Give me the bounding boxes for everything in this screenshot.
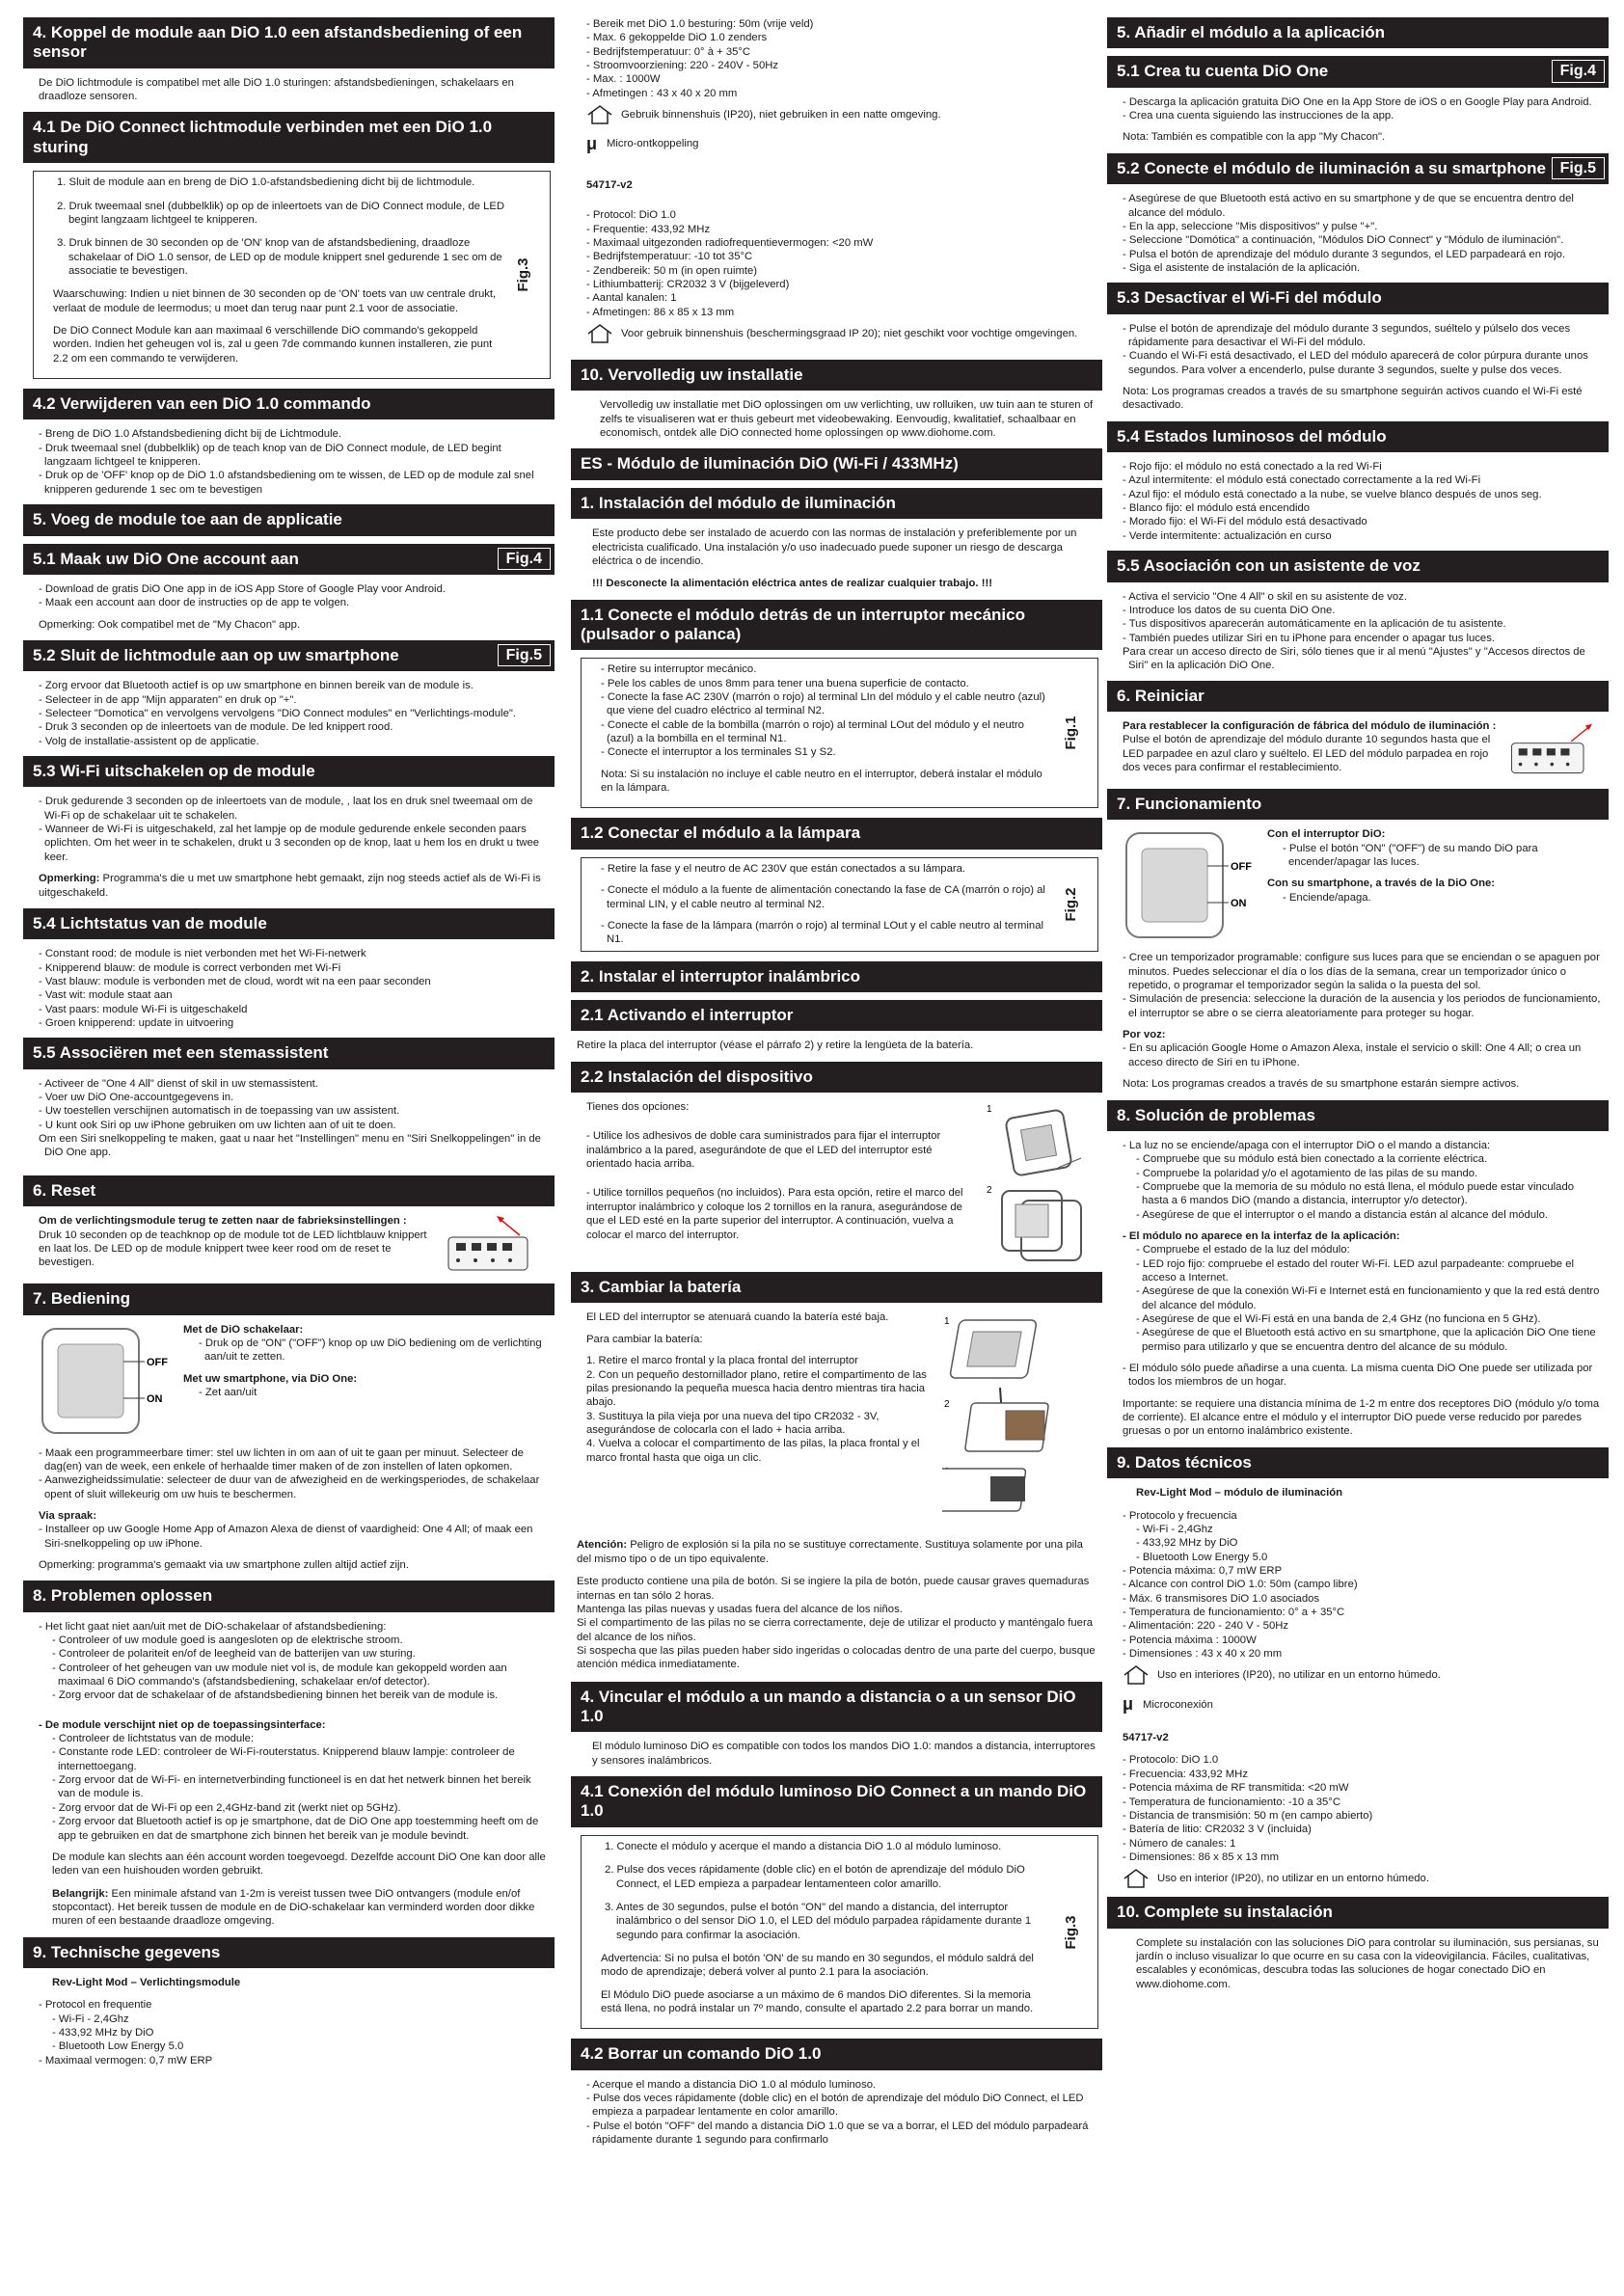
list-item: - Zorg ervoor dat Bluetooth actief is op uw smartphone en binnen bereik van de module is. [39,680,474,692]
battery-text: El LED del interruptor se atenuará cuando la batería esté baja. [586,1311,889,1324]
reset-block [39,1214,549,1276]
step: 2. Druk tweemaal snel (dubbelklik) op op de inleertoets van de DiO Connect module, de LED begint langzaam lichtgeel te knipperen. [57,200,505,226]
list-item: - Knipperend blauw: de module is correct verbonden met Wi-Fi [39,961,341,974]
list-item: - Asegúrese de que el Wi-Fi está en una banda de 2,4 GHz (no funciona en 5 GHz). [1136,1313,1541,1326]
list-item: - Activa el servicio "One 4 All" o skil en su asistente de voz. [1123,590,1407,603]
switch-text: - Pulse el botón "ON" ("OFF") de su mando DiO para encender/apagar las luces. [1283,842,1538,869]
heading-es-9: 9. Datos técnicos [1107,1447,1609,1478]
heading-es-2-1: 2.1 Activando el interruptor [571,1000,1102,1031]
spec-item: - Stroomvoorziening: 220 - 240V - 50Hz [586,60,779,72]
micro-text: Micro-ontkoppeling [607,138,699,150]
list-item: - Máx. 6 transmisores DiO 1.0 asociados [1123,1592,1320,1605]
list-item: - Compruebe la polaridad y/o el agotamiento de las pilas de su mando. [1136,1167,1478,1179]
column-dutch-left [23,17,555,2283]
note-text: Opmerking: programma's gemaakt via uw smartphone zullen altijd actief zijn. [39,1558,409,1571]
option-1: - Utilice los adhesivos de doble cara suministrados para fijar el interruptor inalámbrico a la pared, asegurándote de que el LED del interruptor esté orientado hacia arriba. [586,1130,941,1171]
max-text: De DiO Connect Module kan aan maximaal 6 verschillende DiO commando's gekoppeld worden. Indien het geheugen vol is, zal u geen 7de commando kunnen installeren, zie punt 2.2 om een commando te verwijderen. [53,325,493,365]
heading-nl-6: 6. Reset [23,1175,555,1206]
model-number: 54717-v2 [586,178,633,191]
list-item: - Compruebe que su módulo está bien conectado a la corriente eléctrica. [1136,1153,1488,1166]
heading-es-4-2: 4.2 Borrar un comando DiO 1.0 [571,2039,1102,2069]
box-es-1-2 [581,857,1098,952]
warning-text: Advertencia: Si no pulsa el botón 'ON' de su mando en 30 segundos, el módulo saldrá del modo de aprendizaje; deberá volver al punto 2.1 para la asociación. [601,1952,1034,1979]
list-item: - Bluetooth Low Energy 5.0 [52,2040,184,2053]
phone-item: - Maak een programmeerbare timer: stel uw lichten in om aan of uit te gaan per minuut. Selecteer de dag(en) van de week, een enkele of herhaalde timer maken of de zon instellen of laten opkomen. [39,1446,524,1472]
spec-item: - Zendbereik: 50 m (in open ruimte) [586,264,758,277]
battery-step: 1. Retire el marco frontal y la placa frontal del interruptor [586,1355,858,1367]
list-item: - También puedes utilizar Siri en tu iPhone para encender o apagar tus luces. [1123,632,1496,644]
list-item: - Retire su interruptor mecánico. [601,663,757,676]
list-item: - Asegúrese de que el interruptor o el mando a distancia están al alcance del módulo. [1136,1208,1549,1221]
phone-item: - Zet aan/uit [199,1386,257,1398]
battery-step: 3. Sustituya la pila vieja por una nueva del tipo CR2032 - 3V, asegurándose de colocarla con el lado + hacia arriba. [586,1410,880,1436]
list-item: - Zorg ervoor dat de schakelaar of de afstandsbediening binnen het bereik van de module is. [52,1689,499,1702]
list-item: - Potencia máxima : 1000W [1123,1634,1257,1646]
heading-nl-5-5: 5.5 Associëren met een stemassistent [23,1038,555,1068]
list-item: - Druk gedurende 3 seconden op de inleertoets van de module, , laat los en druk snel tweemaal om de Wi-Fi op de schakelaar uit te schakelen. [39,796,533,822]
house-outline-icon [586,323,613,344]
fig-label: Fig.4 [1552,60,1605,82]
list-item: - Controleer of uw module goed is aangesloten op de elektrische stroom. [52,1634,403,1647]
list-item: - Descarga la aplicación gratuita DiO One en la App Store de iOS o en Google Play para Android. [1123,95,1592,108]
list-item: - Azul fijo: el módulo está conectado a la nube, se vuelve blanco después de unos seg. [1123,488,1542,500]
fig-label: Fig.4 [498,548,551,570]
list-item: - Cuando el Wi-Fi está desactivado, el LED del módulo aparecerá de color púrpura durante unos segundos. Para volver a encenderlo, pulse durante 3 segundos, suelte y pulse dos veces. [1123,350,1588,376]
list-item: - Het licht gaat niet aan/uit met de DiO-schakelaar of afstandsbediening: [39,1620,387,1633]
off-label: OFF [147,1356,168,1368]
list-item: - Potencia máxima: 0,7 mW ERP [1123,1564,1283,1577]
spec-item: - Max. 6 gekoppelde DiO 1.0 zenders [586,32,768,44]
link-text: El módulo luminoso DiO es compatible con todos los mandos DiO 1.0: mandos a distancia, interruptores y sensores inalámbricos. [592,1741,1096,1767]
heading-nl-9: 9. Technische gegevens [23,1937,555,1968]
list-item: - Controleer of het geheugen van uw module niet vol is, de module kan gekoppeld worden aan maximaal 6 DiO commando's (afstandsbediening, schakelaar en/of detector). [52,1661,507,1688]
list-item: Para crear un acceso directo de Siri, sólo tienes que ir al menú "Ajustes" y "Accesos directos de Siri" en la aplicación DiO One. [1123,645,1585,672]
list-item: - Blanco fijo: el módulo está encendido [1123,502,1311,515]
list-item: - Alcance con control DiO 1.0: 50m (campo libre) [1123,1579,1358,1591]
heading-es-7: 7. Funcionamiento [1107,789,1609,820]
spec-item: - Protocol: DiO 1.0 [586,209,676,222]
mount-block [586,1100,1096,1264]
fig-label: Fig.5 [1552,157,1605,179]
activate-text: Retire la placa del interruptor (véase el párrafo 2) y retire la lengüeta de la batería. [577,1040,974,1052]
list-item: - Pulsa el botón de aprendizaje del módulo durante 3 segundos, el LED parpadeará en rojo. [1123,248,1566,260]
account-text: De module kan slechts aan één account worden toegevoegd. Dezelfde account DiO One kan door alle leden van een huishouden worden gebruikt. [52,1850,546,1877]
heading-es-1: 1. Instalación del módulo de iluminación [571,488,1102,519]
step-number: 2 [987,1185,992,1197]
list-item: - Conecte el cable de la bombilla (marrón o rojo) al terminal LOut del módulo y el neutro (azul) a la bombilla en el terminal N1. [601,718,1024,745]
heading-nl-4: 4. Koppel de module aan DiO 1.0 een afstandsbediening of een sensor [23,17,555,68]
list-item: - Tus dispositivos aparecerán automáticamente en la aplicación de tu asistente. [1123,618,1506,631]
list-item: - Activeer de "One 4 All" dienst of skil in uw stemassistent. [39,1077,318,1090]
micro-text: Microconexión [1143,1698,1213,1711]
module-reset-icon [443,1214,549,1276]
micro-row [586,133,1096,155]
battery-step: 2. Con un pequeño destornillador plano, retire el compartimento de las pilas presionando la pequeña muesca hacia dentro mientras tira hacia abajo. [586,1368,927,1409]
list-item: - Constante rode LED: controleer de Wi-Fi-routerstatus. Knipperend blauw lampje: controleer de internettoegang. [52,1746,515,1772]
fig-label: Fig.2 [1062,887,1079,922]
heading-nl-7: 7. Bediening [23,1283,555,1314]
heading-es-6: 6. Reiniciar [1107,681,1609,712]
indoor-text: Voor gebruik binnenshuis (beschermingsgraad IP 20); niet geschikt voor vochtige omgevingen. [621,327,1078,339]
complete-text: Vervolledig uw installatie met DiO oplossingen om uw verlichting, uw rolluiken, uw tuin aan te sturen of zelfs te visualiseren wat er thuis gebeurt met videobewaking. Eenvoudig, kwalitatief, schaalbaar en economisch, ontdek alle DiO connected home oplossingen op www.diohome.com. [600,399,1094,440]
list-item: - Zorg ervoor dat de Wi-Fi- en internetverbinding functioneel is en dat het netwerk binnen het bereik van de module is. [52,1774,531,1800]
note-text: Opmerking: Ook compatibel met de "My Chacon" app. [39,618,301,631]
list-item: - Asegúrese de que el Bluetooth está activo en su smartphone, que la aplicación DiO One tiene permiso para utilizarlo y que se encuentra dentro del alcance de su módulo. [1136,1327,1596,1353]
heading-es-2-2: 2.2 Instalación del dispositivo [571,1062,1102,1093]
step: 1. Sluit de module aan en breng de DiO 1.0-afstandsbediening dicht bij de lichtmodule. [57,176,475,189]
list-item: - Volg de installatie-assistent op de applicatie. [39,735,259,747]
indoor-text: Uso en interiores (IP20), no utilizar en un entorno húmedo. [1157,1669,1441,1682]
list-item: - Druk op de 'OFF' knop op de DiO 1.0 afstandsbediening om te wissen, de LED op de module zal snel knipperen gedurende 1 sec om te bevestigen [39,470,534,496]
list-item: - Vast blauw: module is verbonden met de cloud, wordt wit na een paar seconden [39,975,431,987]
battery-change-illustration [942,1310,1096,1523]
install-warning: !!! Desconecte la alimentación eléctrica antes de realizar cualquier trabajo. !!! [592,578,992,590]
list-item: - Voer uw DiO One-accountgegevens in. [39,1092,234,1104]
note-text: Nota: Los programas creados a través de su smartphone seguirán activos cuando el Wi-Fi esté desactivado. [1123,386,1583,412]
list-item: - 433,92 MHz by DiO [52,2026,154,2039]
attention-text: Atención: Peligro de explosión si la pila no se sustituye correctamente. Sustituya solamente por una pila del mismo tipo o de un tipo equivalente. [577,1539,1083,1565]
on-label: ON [1231,898,1247,910]
list-item: - Compruebe el estado de la luz del módulo: [1136,1244,1350,1256]
heading-nl-8: 8. Problemen oplossen [23,1580,555,1611]
heading-es-5-4: 5.4 Estados luminosos del módulo [1107,421,1609,452]
list-item: - Controleer de polariteit en/of de leegheid van de batterijen van uw sturing. [52,1648,416,1661]
list-item: - Constant rood: de module is niet verbonden met het Wi-Fi-netwerk [39,948,366,960]
list-item: - Conecte el módulo a la fuente de alimentación conectando la fase de CA (marrón o rojo) al terminal LIN, y el cable neutro al terminal N2. [601,884,1045,910]
heading-nl-10: 10. Vervolledig uw installatie [571,360,1102,391]
step: 2. Pulse dos veces rápidamente (doble clic) en el botón de aprendizaje del módulo DiO Connect, el LED empieza a parpadear lentamenteen color amarillo. [605,1864,1025,1890]
list-item: - Zorg ervoor dat de Wi-Fi op een 2,4GHz-band zit (werkt niet op 5GHz). [52,1801,401,1814]
mu-symbol-icon: μ [1123,1694,1134,1715]
spec-item: - Bereik met DiO 1.0 besturing: 50m (vrije veld) [586,18,814,30]
list-item: - Download de gratis DiO One app in de iOS App Store of Google Play voor Android. [39,582,446,595]
indoor-row [586,104,1096,125]
list-item: - Seleccione "Domótica" a continuación, "Módulos DiO Connect" y "Módulo de iluminación". [1123,234,1564,247]
step-number: 2 [944,1399,950,1411]
model-number: 54717-v2 [1123,1732,1169,1744]
list-item: - Morado fijo: el Wi-Fi del módulo está desactivado [1123,516,1367,528]
max-text: El Módulo DiO puede asociarse a un máximo de 6 mandos DiO diferentes. Si la memoria está llena, no podrá instalar un 7º mando, consulte el apartado 2.2 para borrar un mando. [601,1988,1034,2014]
install-text: Este producto debe ser instalado de acuerdo con las normas de instalación y preferiblemente por un electricista cualificado. Una instalación y/o uso inadecuado puede suponer un riesgo de descarga eléctrica o de incendio. [592,527,1077,567]
list-item: - Druk 3 seconden op de inleertoets van de module. De led knippert rood. [39,721,393,734]
list-item: - Wi-Fi - 2,4Ghz [52,2012,129,2025]
heading-es-1-1: 1.1 Conecte el módulo detrás de un interruptor mecánico (pulsador o palanca) [571,600,1102,651]
heading-es-5-2: 5.2 Conecte el módulo de iluminación a su smartphone Fig.5 [1107,153,1609,184]
reset-bold: Para restablecer la configuración de fábrica del módulo de iluminación : [1123,720,1497,733]
spec-item: - Batería de litio: CR2032 3 V (incluida) [1123,1823,1312,1836]
battery-text: Para cambiar la batería: [586,1333,703,1345]
heading-nl-5-2: 5.2 Sluit de lichtmodule aan op uw smartphone Fig.5 [23,640,555,671]
spec-item: - Bedrijfstemperatuur: -10 tot 35°C [586,251,753,263]
heading-es-8: 8. Solución de problemas [1107,1100,1609,1131]
list-item: - Wi-Fi - 2,4Ghz [1136,1523,1213,1535]
heading-nl-5: 5. Voeg de module toe aan de applicatie [23,504,555,535]
list-item: - La luz no se enciende/apaga con el interruptor DiO o el mando a distancia: [1123,1139,1491,1151]
list-item: - Temperatura de funcionamiento: 0° a + 35°C [1123,1606,1345,1618]
note-text: Opmerking: Programma's die u met uw smartphone hebt gemaakt, zijn nog steeds actief als de Wi-Fi is uitgeschakeld. [39,873,541,899]
indoor-row [1123,1664,1603,1686]
list-item: - Pulse el botón "OFF" del mando a distancia DiO 1.0 que se va a borrar, el LED del módulo parpadeará rápidamente durante 1 segundo para confirmarlo [586,2120,1089,2147]
fig-label: Fig.1 [1062,716,1079,750]
list-item: - Protocolo y frecuencia [1123,1509,1237,1522]
battery-warning: Mantenga las pilas nuevas y usadas fuera del alcance de los niños. [577,1603,903,1615]
house-outline-icon [1123,1664,1150,1686]
indoor-row [1123,1868,1603,1889]
spec-item: - Aantal kanalen: 1 [586,292,677,305]
list-item: - Dimensiones : 43 x 40 x 20 mm [1123,1647,1283,1660]
list-item: - Siga el asistente de instalación de la aplicación. [1123,261,1361,274]
fig-label: Fig.3 [1062,1915,1079,1950]
list-item: - Uw toestellen verschijnen automatisch in de toepassing van uw assistent. [39,1105,400,1118]
list-title: - De module verschijnt niet op de toepassingsinterface: [39,1718,326,1731]
spec-item: - Frequentie: 433,92 MHz [586,223,711,235]
switch-title: Con el interruptor DiO: [1267,828,1386,841]
heading-es-4: 4. Vincular el módulo a un mando a distancia o a un sensor DiO 1.0 [571,1682,1102,1733]
list-item: - Maximaal vermogen: 0,7 mW ERP [39,2054,213,2066]
list-item: - Selecteer "Domotica" en vervolgens vervolgens "DiO Connect modules" en "Verlichtings-module". [39,708,516,720]
important-text: Importante: se requiere una distancia mínima de 1-2 m entre dos receptores DiO (módulo y/o toma de corriente). El alcance entre el módulo y el interruptor DiO puede verse reducido por paredes gruesas o por un entorno inalámbrico existente. [1123,1397,1600,1438]
heading-es-5-3: 5.3 Desactivar el Wi-Fi del módulo [1107,283,1609,313]
list-item: - Rojo fijo: el módulo no está conectado a la red Wi-Fi [1123,461,1382,473]
phone-item: - Cree un temporizador programable: configure sus luces para que se enciendan o se apaguen por minutos. Puedes seleccionar el día o los días de la semana, crear un temporizador único o repetido, o programar el temporizador según la salida o la puesta del sol. [1123,952,1600,992]
indoor-text: Uso en interior (IP20), no utilizar en un entorno húmedo. [1157,1873,1429,1885]
voice-text: - En su aplicación Google Home o Amazon Alexa, instale el servicio o skill: One 4 All; o crea un acceso directo de Siri en tu iPhone. [1123,1042,1582,1068]
reset-bold: Om de verlichtingsmodule terug te zetten naar de fabrieksinstellingen : [39,1215,407,1228]
voice-text: - Installeer op uw Google Home App of Amazon Alexa de dienst of vaardigheid: One 4 All; of maak een Siri-snelkoppeling op uw iPhone. [39,1524,533,1550]
battery-warning: Si sospecha que las pilas pueden haber sido ingeridas o colocadas dentro de una parte del cuerpo, busque atención médica inmediatamente. [577,1644,1096,1671]
battery-step: 4. Vuelva a colocar el compartimento de las pilas, la placa frontal y el marco frontal hasta que oiga un clic. [586,1438,920,1464]
option-2: - Utilice tornillos pequeños (no incluidos). Para esta opción, retire el marco del interruptor inalámbrico y coloque los 2 tornillos en la ranura, asegurándose de que el LED esté en la parte superior del interruptor. A continuación, vuelva a colocar el marco del interruptor. [586,1187,963,1241]
spec-item: - Número de canales: 1 [1123,1837,1236,1850]
heading-nl-5-4: 5.4 Lichtstatus van de module [23,908,555,939]
phone-title: Met uw smartphone, via DiO One: [183,1372,358,1385]
heading-es-2: 2. Instalar el interruptor inalámbrico [571,961,1102,992]
list-item: - Maak een account aan door de instructies op de app te volgen. [39,597,350,609]
list-item: - Alimentación: 220 - 240 V - 50Hz [1123,1620,1289,1633]
heading-es-10: 10. Complete su instalación [1107,1897,1609,1928]
column-spanish-right [1107,17,1609,2283]
list-item: - Introduce los datos de su cuenta DiO One. [1123,604,1336,616]
battery-warning: Si el compartimento de las pilas no se cierra correctamente, deje de utilizar el producto y manténgalo fuera del alcance de los niños. [577,1617,1093,1643]
reset-block [1123,719,1603,781]
heading-es-5-5: 5.5 Asociación con un asistente de voz [1107,551,1609,581]
list-item: - Groen knipperend: update in uitvoering [39,1016,234,1029]
list-item: - En la app, seleccione "Mis dispositivos" y pulse "+". [1123,220,1378,232]
heading-es-5: 5. Añadir el módulo a la aplicación [1107,17,1609,48]
heading-nl-5-1: 5.1 Maak uw DiO One account aan Fig.4 [23,544,555,575]
phone-title: Con su smartphone, a través de la DiO One: [1267,878,1496,890]
tech-subtitle: Rev-Light Mod – Verlichtingsmodule [52,1976,241,1988]
list-item: - LED rojo fijo: compruebe el estado del router Wi-Fi. LED azul parpadeante: compruebe el acceso a Internet. [1136,1257,1574,1283]
list-item: - Compruebe que la memoria de su módulo no está llena, el módulo puede estar vinculado hasta a 6 mandos DiO (mando a distancia, interruptor y/o detector). [1136,1180,1575,1207]
list-item: - U kunt ook Siri op uw iPhone gebruiken om uw lichten aan of uit te doen. [39,1119,396,1131]
spec-item: - Maximaal uitgezonden radiofrequentievermogen: <20 mW [586,236,874,249]
module-reset-icon [1506,719,1603,781]
reset-text: Druk 10 seconden op de teachknop op de module tot de LED lichtblauw knippert en laat los. De LED op de module knippert twee keer rood om de reset te bevestigen. [39,1229,427,1269]
phone-item: - Enciende/apaga. [1283,891,1371,904]
list-item: - Selecteer in de app "Mijn apparaten" en druk op "+". [39,693,297,706]
mu-symbol-icon: μ [586,134,598,154]
fig-label: Fig.3 [514,257,531,292]
list-item: - Azul intermitente: el módulo está conectado correctamente a la red Wi-Fi [1123,474,1481,487]
voice-title: Via spraak: [39,1509,97,1522]
operation-block [39,1323,549,1439]
list-item: - 433,92 MHz by DiO [1136,1537,1238,1550]
spec-item: - Lithiumbatterij: CR2032 3 V (bijgeleverd) [586,278,790,290]
list-item: - Bluetooth Low Energy 5.0 [1136,1551,1268,1563]
box-es-1-1 [581,658,1098,808]
list-item: - Conecte el interruptor a los terminales S1 y S2. [601,746,836,759]
list-item: - Wanneer de Wi-Fi is uitgeschakeld, zal het lampje op de module gedurende enkele seconden paars oplichten. Om het weer in te schakelen, drukt u 3 seconden op de knop, laat u hem los en drukt u twee keer. [39,824,540,863]
step: 1. Conecte el módulo y acerque el mando a distancia DiO 1.0 al módulo luminoso. [605,1840,1002,1852]
warning-text: Waarschuwing: Indien u niet binnen de 30 seconden op de 'ON' toets van uw centrale drukt, verlaat de module de leermodus; u moet dan terug naar punt 2.1 voor de associatie. [53,288,497,314]
note-text: Nota: Si su instalación no incluye el cable neutro en el interruptor, deberá instalar el módulo en la lámpara. [601,768,1042,795]
heading-es-1-2: 1.2 Conectar el módulo a la lámpara [571,818,1102,849]
list-item: - Vast paars: module Wi-Fi is uitgeschakeld [39,1003,248,1015]
micro-row [1123,1693,1603,1715]
spec-item: - Bedrijfstemperatuur: 0° à + 35°C [586,45,751,58]
battery-block [586,1310,1096,1523]
wall-switch-icon [39,1323,174,1439]
list-item: - Asegúrese de que la conexión Wi-Fi e Internet está en funcionamiento y que la red está dentro del alcance del módulo. [1136,1285,1600,1311]
list-item: - Asegúrese de que Bluetooth está activo en su smartphone y de que se encuentra dentro del alcance del módulo. [1123,193,1574,219]
list-item: - Druk tweemaal snel (dubbelklik) op de teach knop van de DiO Connect module, de LED begint langzaam lichtgeel te knipperen. [39,442,501,469]
list-title: - El módulo no aparece en la interfaz de la aplicación: [1123,1229,1400,1242]
text-nl-4-intro: De DiO lichtmodule is compatibel met alle DiO 1.0 sturingen: afstandsbedieningen, schakelaars en draadloze sensoren. [39,76,514,103]
spec-item: - Dimensiones: 86 x 85 x 13 mm [1123,1850,1279,1863]
list-item: - Conecte la fase AC 230V (marrón o rojo) al terminal LIn del módulo y el cable neutro (azul) que viene del cuadro eléctrico al terminal N2. [601,691,1045,717]
spec-item: - Temperatura de funcionamiento: -10 a 35°C [1123,1796,1340,1808]
spec-item: - Max. : 1000W [586,73,661,86]
spec-item: - Potencia máxima de RF transmitida: <20 mW [1123,1782,1349,1795]
wall-switch-icon [1123,827,1258,943]
tech-subtitle: Rev-Light Mod – módulo de iluminación [1136,1487,1343,1499]
heading-es-3: 3. Cambiar la batería [571,1272,1102,1303]
list-item: Om een Siri snelkoppeling te maken, gaat u naar het "Instellingen" menu en "Siri Snelkoppelingen" in de DiO One app. [39,1133,541,1159]
step: 3. Druk binnen de 30 seconden op de 'ON' knop van de afstandsbediening, draadloze schakelaar of DiO 1.0 sensor, de LED op de module knippert snel gedurende 1 sec om de associatie te bevestigen. [57,237,502,277]
step-number: 1 [987,1104,992,1116]
list-item: - Vast wit: module staat aan [39,989,173,1002]
switch-title: Met de DiO schakelaar: [183,1323,304,1336]
heading-es-4-1: 4.1 Conexión del módulo luminoso DiO Connect a un mando DiO 1.0 [571,1776,1102,1827]
list-item: - Verde intermitente: actualización en curso [1123,529,1332,542]
box-es-4-1 [581,1835,1098,2029]
account-text: - El módulo sólo puede añadirse a una cuenta. La misma cuenta DiO One puede ser utilizada por todos los miembros de un hogar. [1123,1363,1593,1389]
important-text: Belangrijk: Een minimale afstand van 1-2m is vereist tussen twee DiO ontvangers (module en/of stopcontact). Het bereik tussen de module en de DiO-schakelaar kan verminderd worden door dikke muren of een bestaande draadloze omgeving. [52,1887,535,1928]
heading-es-5-1: 5.1 Crea tu cuenta DiO One Fig.4 [1107,56,1609,87]
list-item: - Breng de DiO 1.0 Afstandsbediening dicht bij de Lichtmodule. [39,428,341,441]
switch-mounting-illustration [981,1100,1096,1264]
column-middle [571,17,1102,2283]
heading-nl-5-3: 5.3 Wi-Fi uitschakelen op de module [23,756,555,787]
reset-text: Pulse el botón de aprendizaje del módulo durante 10 segundos hasta que el LED parpadee en azul claro y suéltelo. El LED del módulo parpadea en rojo dos veces para confirmar el restablecimiento. [1123,734,1491,774]
step: 3. Antes de 30 segundos, pulse el botón "ON" del mando a distancia, del interruptor inalámbrico o del sensor DiO 1.0, el LED del módulo parpadea rápidamente durante 1 segundo para confirmar la asociación. [605,1901,1032,1941]
note-text: Nota: Los programas creados a través de su smartphone estarán siempre activos. [1123,1078,1520,1091]
house-outline-icon [586,104,613,125]
spec-item: - Protocolo: DiO 1.0 [1123,1754,1219,1767]
list-item: - Pulse el botón de aprendizaje del módulo durante 3 segundos, suéltelo y púlselo dos veces rápidamente para desactivar el Wi-Fi del módulo. [1123,322,1571,348]
list-item: - Pele los cables de unos 8mm para tener una buena superficie de contacto. [601,677,969,689]
list-item: - Crea una cuenta siguiendo las instrucciones de la app. [1123,110,1394,122]
phone-item: - Aanwezigheidssimulatie: selecteer de duur van de afwezigheid en de werkingsperiodes, de schakelaar opent of sluit willekeurig om uw huis te beschermen. [39,1474,540,1500]
complete-text: Complete su instalación con las soluciones DiO para controlar su iluminación, sus persianas, su jardín o incluso visualizar lo que ocurre en su casa con la videovigilancia. Fáciles, cualitativas, escalables y económicas, descubra todas las soluciones de hogar conectado DiO en www.diohome.com. [1136,1936,1599,1990]
list-item: - Retire la fase y el neutro de AC 230V que están conectados a su lámpara. [601,862,966,875]
step-number: 1 [944,1316,950,1328]
heading-nl-4-1: 4.1 De DiO Connect lichtmodule verbinden met een DiO 1.0 sturing [23,112,555,163]
heading-es-main: ES - Módulo de iluminación DiO (Wi-Fi / 433MHz) [571,448,1102,479]
heading-nl-4-2: 4.2 Verwijderen van een DiO 1.0 commando [23,389,555,419]
spec-item: - Distancia de transmisión: 50 m (en campo abierto) [1123,1809,1373,1822]
operation-block [1123,827,1603,943]
list-item: - Controleer de lichtstatus van de module: [52,1733,255,1745]
indoor-row [586,323,1096,344]
list-item: - Protocol en frequentie [39,1999,152,2012]
list-item: - Pulse dos veces rápidamente (doble clic) en el botón de aprendizaje del módulo DiO Connect, el LED empieza a parpadear lentamente en color amarillo. [586,2093,1084,2119]
note-text: Nota: También es compatible con la app "My Chacon". [1123,131,1386,144]
list-item: - Acerque el mando a distancia DiO 1.0 al módulo luminoso. [586,2078,877,2091]
spec-item: - Frecuencia: 433,92 MHz [1123,1768,1248,1780]
switch-text: - Druk op de "ON" ("OFF") knop op uw DiO bediening om de verlichting aan/uit te zetten. [199,1337,542,1364]
house-outline-icon [1123,1868,1150,1889]
options-intro: Tienes dos opciones: [586,1101,690,1114]
list-item: - Zorg ervoor dat Bluetooth actief is op je smartphone, dat de DiO One app toestemming heeft om de app te gebruiken en dat de smartphone zich binnen het bereik van je module bevindt. [52,1816,539,1842]
indoor-text: Gebruik binnenshuis (IP20), niet gebruiken in een natte omgeving. [621,108,941,121]
battery-warning: Este producto contiene una pila de botón. Si se ingiere la pila de botón, puede causar graves quemaduras internas en tan sólo 2 horas. [577,1576,1090,1602]
voice-title: Por voz: [1123,1029,1166,1041]
off-label: OFF [1231,861,1252,874]
spec-item: - Afmetingen: 86 x 85 x 13 mm [586,306,735,318]
on-label: ON [147,1392,163,1405]
box-nl-4-1 [33,171,551,379]
fig-label: Fig.5 [498,644,551,666]
phone-item: - Simulación de presencia: seleccione la duración de la ausencia y los periodos de funcionamiento, el interruptor se abre o se cierra aleatoriamente para proteger su hogar. [1123,993,1601,1019]
spec-item: - Afmetingen : 43 x 40 x 20 mm [586,87,738,99]
list-item: - Conecte la fase de la lámpara (marrón o rojo) al terminal LOut y el cable neutro al terminal N1. [601,919,1043,946]
